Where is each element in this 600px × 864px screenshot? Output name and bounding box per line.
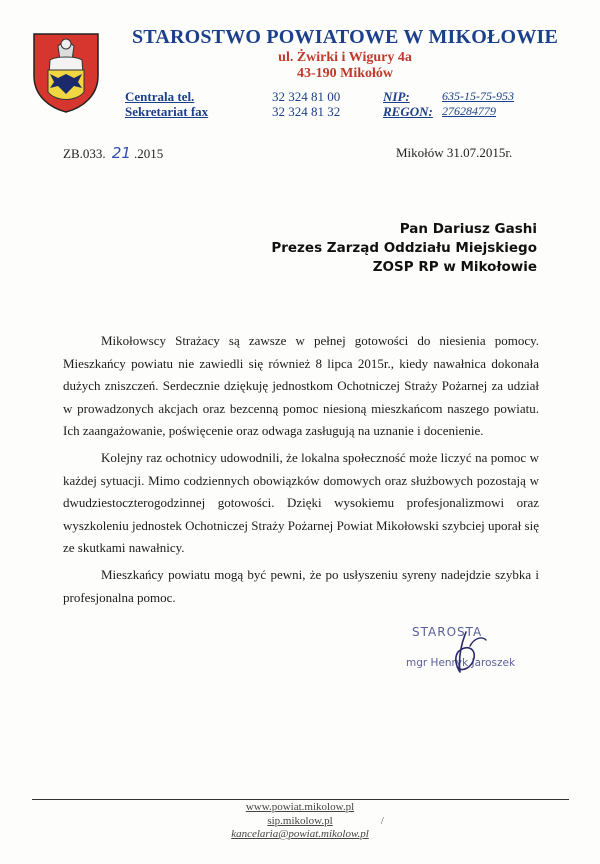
phone-number: 32 324 81 00: [272, 89, 341, 104]
nip-label: NIP:: [383, 89, 410, 104]
recipient-position: Prezes Zarząd Oddziału Miejskiego: [271, 240, 537, 256]
footer-divider: [32, 799, 569, 800]
nip-value: 635-15-75-953: [442, 89, 514, 103]
reference-handwritten: 21: [111, 144, 131, 162]
institution-city: 43-190 Mikołów: [296, 66, 394, 81]
footer-sip[interactable]: sip.mikolow.pl: [267, 815, 333, 827]
body-paragraph: Mikołowscy Strażacy są zawsze w pełnej gotowości do niesienia pomocy. Mieszkańcy powiatu nie zawiedli się również 8 lipca 2015r., kiedy nawałnica dokonała dużych zniszczeń. Serdecznie dziękuję jednostkom Ochotniczej Straży Pożarnej za udział w prowadzonych akcjach oraz bezcenną pomoc niesioną mieszkańcom naszego powiatu. Ich zaangażowanie, poświęcenie oraz odwaga zasługują na uznanie i docenienie.: [63, 333, 539, 439]
signature-name: mgr Henryk Jaroszek: [406, 657, 516, 669]
letter-body: [63, 330, 539, 613]
fax-number: 32 324 81 32: [272, 104, 341, 119]
institution-street: ul. Żwirki i Wigury 4a: [278, 50, 412, 65]
body-paragraph: Kolejny raz ochotnicy udowodnili, że lokalna społeczność może liczyć na pomoc w każdej sytuacji. Mimo codziennych obowiązków domowych oraz służbowych pozostają w dwudziestoczterogodzinnej gotowości. Dzięki wysokiemu profesjonalizmowi oraz wyszkoleniu jednostek Ochotniczej Straży Pożarnej Powiat Mikołowski szybciej uporał się ze skutkami nawałnicy.: [63, 449, 539, 556]
footer-email[interactable]: kancelaria@powiat.mikolow.pl: [231, 828, 369, 840]
signature-title: STAROSTA: [412, 625, 483, 639]
body-paragraph: Mieszkańcy powiatu mogą być pewni, że po usłyszeniu syreny nadejdzie szybka i profesjonalna pomoc.: [63, 566, 539, 605]
reference-prefix: ZB.033.: [63, 146, 106, 161]
reference-number: [63, 144, 163, 162]
recipient-name: Pan Dariusz Gashi: [399, 221, 537, 237]
regon-label: REGON:: [383, 104, 433, 119]
recipient-organization: ZOSP RP w Mikołowie: [372, 259, 537, 275]
fax-label: Sekretariat fax: [125, 104, 209, 119]
coat-of-arms-icon: [30, 30, 102, 114]
footer-mark: /: [381, 816, 384, 827]
regon-value: 276284779: [442, 104, 496, 118]
letter-date: Mikołów 31.07.2015r.: [396, 145, 513, 160]
institution-name: STAROSTWO POWIATOWE W MIKOŁOWIE: [131, 26, 559, 48]
footer-website[interactable]: www.powiat.mikolow.pl: [245, 801, 355, 813]
reference-suffix: .2015: [133, 146, 164, 161]
handwritten-signature-icon: [436, 628, 496, 678]
phone-label: Centrala tel.: [125, 89, 195, 104]
